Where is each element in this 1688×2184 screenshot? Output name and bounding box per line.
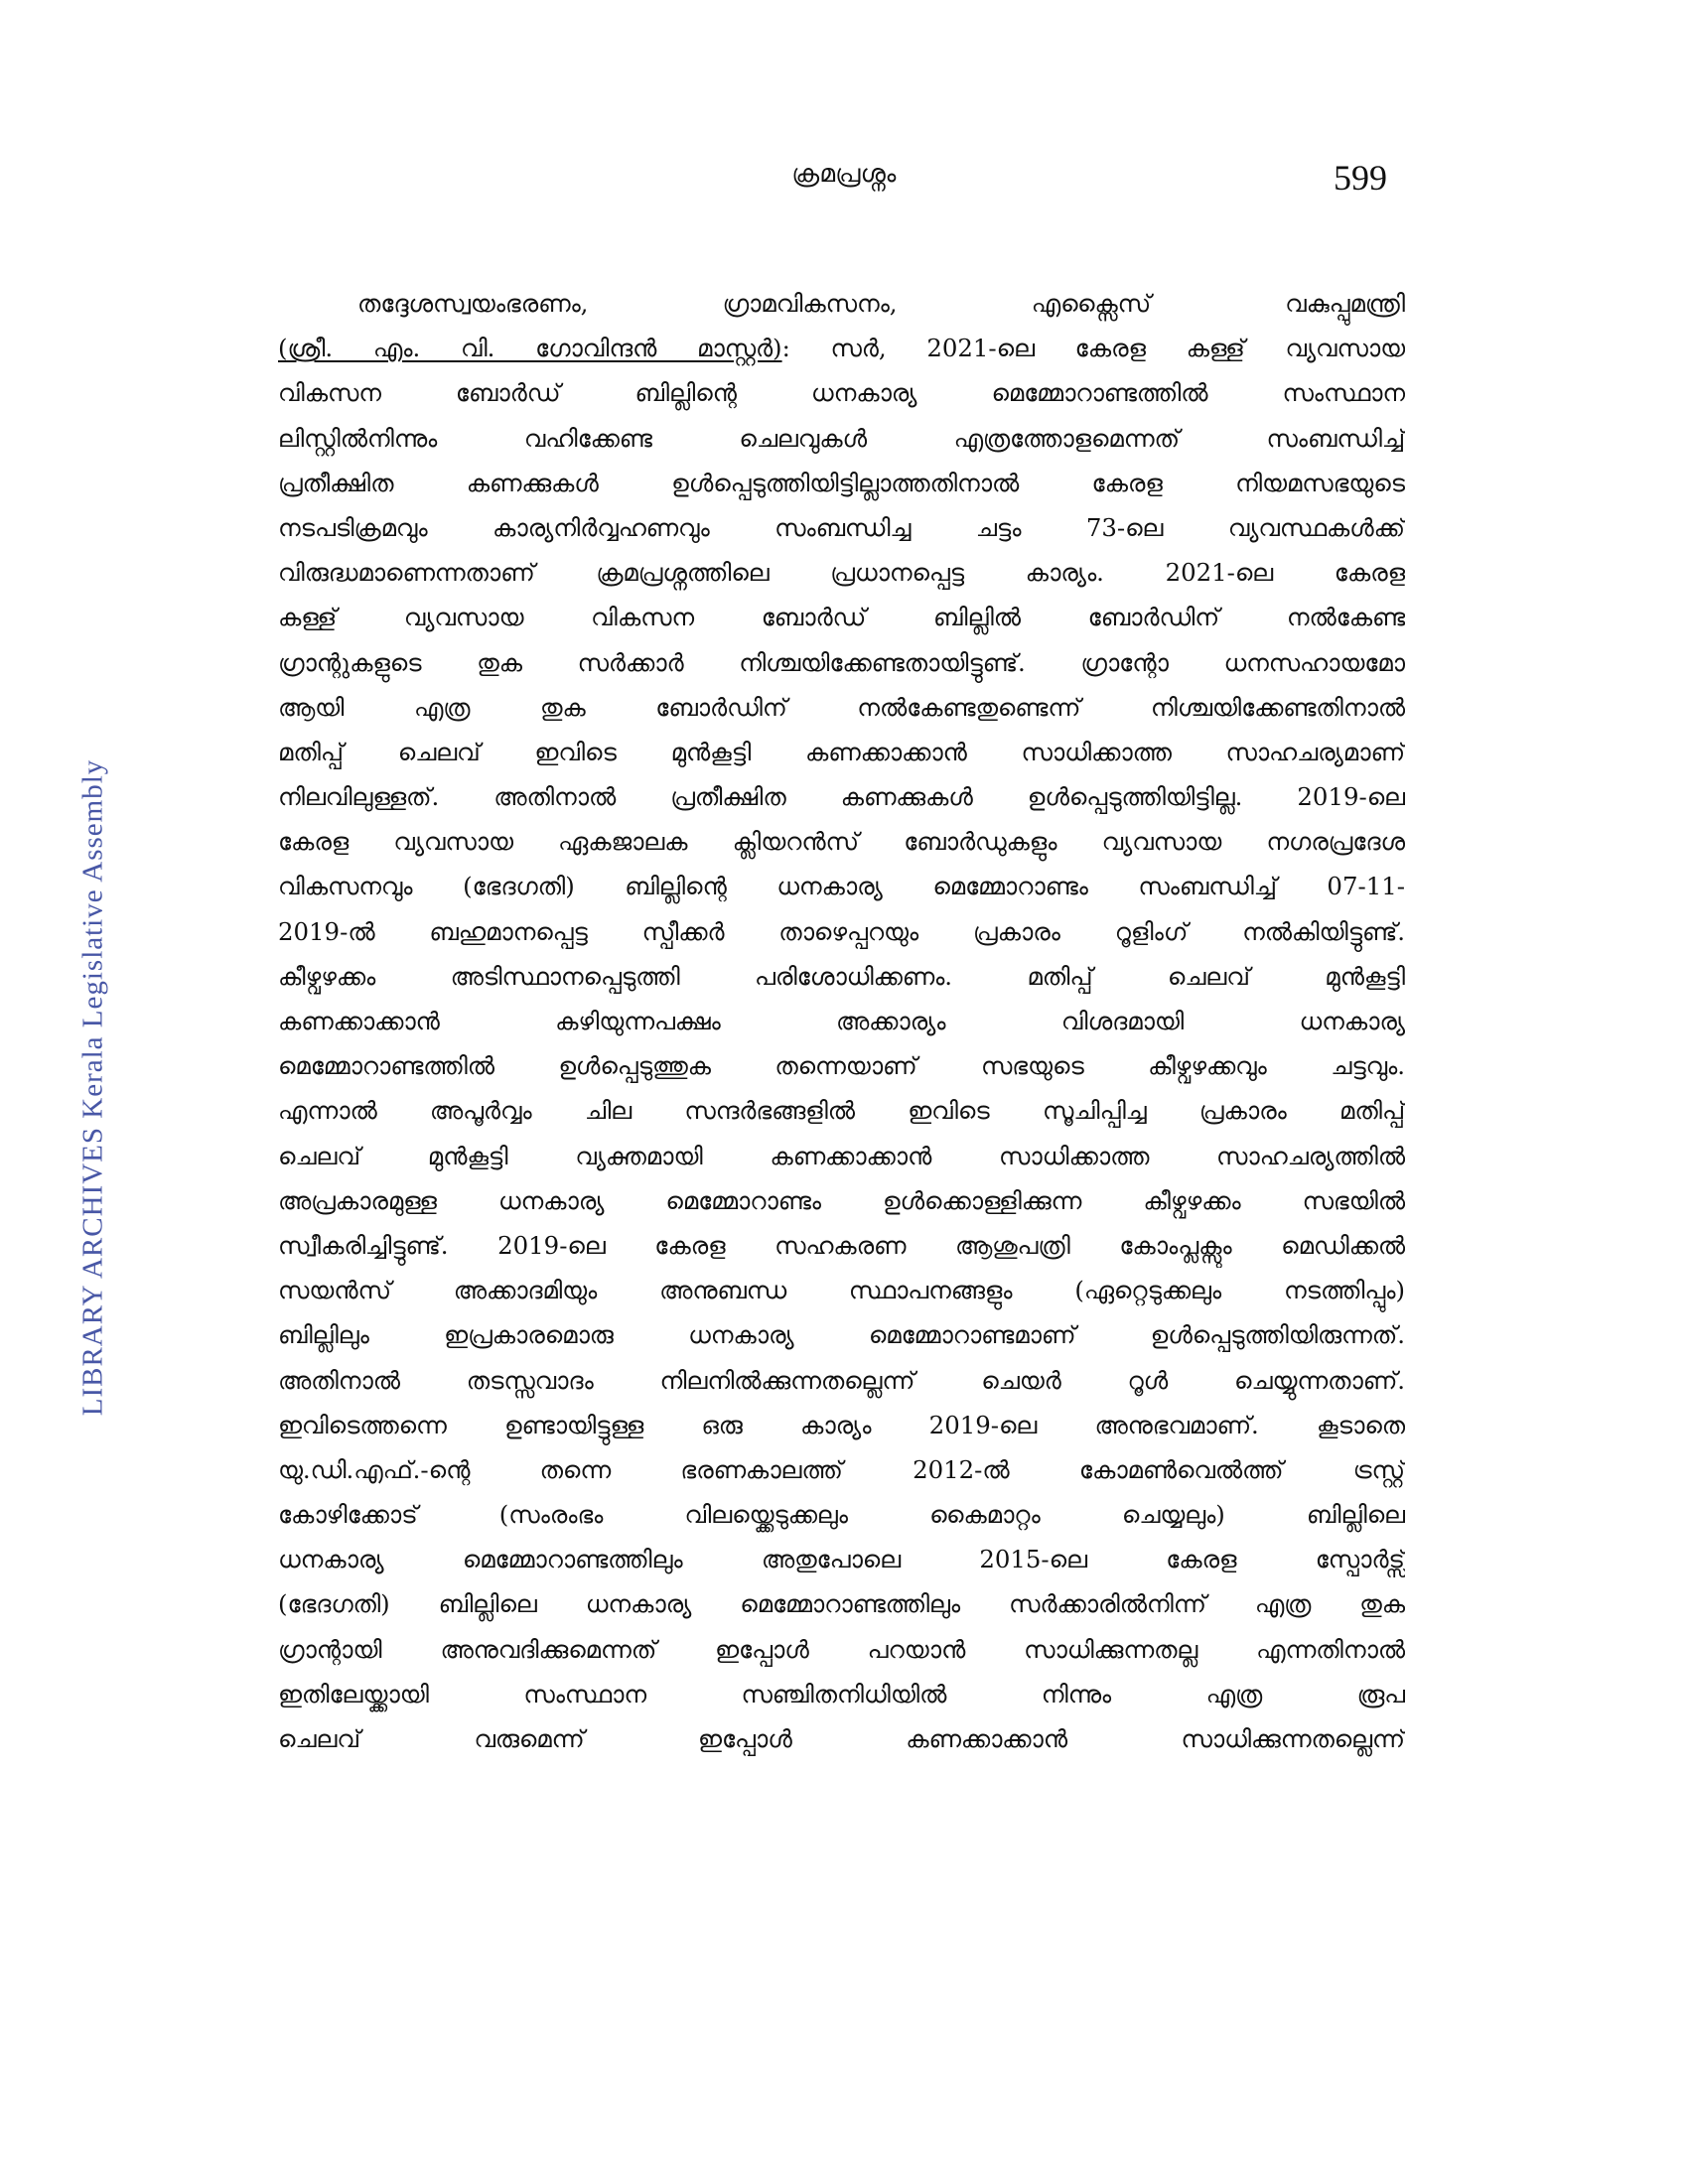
text-line: കണക്കാക്കാൻ കഴിയുന്നപക്ഷം അക്കാര്യം വിശദമായി ധനകാര്യ (278, 1007, 1405, 1035)
text-line: സയൻസ് അക്കാദമിയും അനുബന്ധ സ്ഥാപനങ്ങളും (ഏറ്റെടുക്കലും നടത്തിപ്പും) (278, 1276, 1405, 1305)
text-line: ഇതിലേയ്ക്കായി സംസ്ഥാന സഞ്ചിതനിധിയിൽ നിന്നും എത്ര രൂപ (278, 1679, 1405, 1708)
text-line: കള്ള് വ്യവസായ വികസന ബോർഡ് ബില്ലിൽ ബോർഡിന് നൽകേണ്ട (278, 603, 1405, 632)
text-line: തദ്ദേശസ്വയംഭരണം, ഗ്രാമവികസനം, എക്സൈസ് വകുപ്പുമന്ത്രി (357, 289, 1405, 318)
text-line: മതിപ്പ് ചെലവ് ഇവിടെ മുൻകൂട്ടി കണക്കാക്കാൻ സാധിക്കാത്ത സാഹചര്യമാണ് (278, 737, 1405, 766)
text-line: അതിനാൽ തടസ്സവാദം നിലനിൽക്കുന്നതല്ലെന്ന് ചെയർ റൂൾ ചെയ്യുന്നതാണ്. (278, 1365, 1405, 1395)
text-line: 2019-ൽ ബഹുമാനപ്പെട്ട സ്പീക്കർ താഴെപ്പറയും പ്രകാരം റൂളിംഗ് നൽകിയിട്ടുണ്ട്. (278, 916, 1405, 946)
running-head: ക്രമപ്രശ്നം (791, 159, 897, 188)
text-line: മെമ്മോറാണ്ടത്തിൽ ഉൾപ്പെടുത്തുക തന്നെയാണ് സഭയുടെ കീഴ്വഴക്കവും ചട്ടവും. (278, 1051, 1405, 1081)
text-line: കീഴ്വഴക്കം അടിസ്ഥാനപ്പെടുത്തി പരിശോധിക്കണം. മതിപ്പ് ചെലവ് മുൻകൂട്ടി (278, 961, 1405, 991)
text-line: ഗ്രാന്റായി അനുവദിക്കുമെന്നത് ഇപ്പോൾ പറയാൻ സാധിക്കുന്നതല്ല എന്നതിനാൽ (278, 1634, 1405, 1664)
watermark-text: LIBRARY ARCHIVES Kerala Legislative Assembly (76, 758, 109, 1416)
text-line: ധനകാര്യ മെമ്മോറാണ്ടത്തിലും അതുപോലെ 2015-ലെ കേരള സ്പോർട്സ് (278, 1545, 1405, 1574)
text-line: ചെലവ് വരുമെന്ന് ഇപ്പോൾ കണക്കാക്കാൻ സാധിക്കുന്നതല്ലെന്ന് (278, 1724, 1405, 1753)
text-line-rest: : സർ, 2021-ലെ കേരള കള്ള് വ്യവസായ (781, 334, 1405, 363)
text-line: ആയി എത്ര തുക ബോർഡിന് നൽകേണ്ടതുണ്ടെന്ന് നിശ്ചയിക്കേണ്ടതിനാൽ (278, 692, 1405, 722)
text-line: കേരള വ്യവസായ ഏകജാലക ക്ലിയറൻസ് ബോർഡുകളും വ്യവസായ നഗരപ്രദേശ (278, 827, 1405, 857)
text-line: വികസന ബോർഡ് ബില്ലിന്റെ ധനകാര്യ മെമ്മോറാണ്ടത്തിൽ സംസ്ഥാന (278, 378, 1405, 408)
page-number: 599 (1334, 158, 1387, 198)
text-line: എന്നാൽ അപൂർവ്വം ചില സന്ദർഭങ്ങളിൽ ഇവിടെ സൂചിപ്പിച്ച പ്രകാരം മതിപ്പ് (278, 1096, 1405, 1126)
text-line: നിലവിലുള്ളത്. അതിനാൽ പ്രതീക്ഷിത കണക്കുകൾ ഉൾപ്പെടുത്തിയിട്ടില്ല. 2019-ലെ (278, 782, 1405, 812)
text-line: അപ്രകാരമുള്ള ധനകാര്യ മെമ്മോറാണ്ടം ഉൾക്കൊള്ളിക്കുന്ന കീഴ്വഴക്കം സഭയിൽ (278, 1185, 1405, 1215)
text-line: പ്രതീക്ഷിത കണക്കുകൾ ഉൾപ്പെടുത്തിയിട്ടില്ലാത്തതിനാൽ കേരള നിയമസഭയുടെ (278, 468, 1405, 497)
text-line: ബില്ലിലും ഇപ്രകാരമൊരു ധനകാര്യ മെമ്മോറാണ്ടമാണ് ഉൾപ്പെടുത്തിയിരുന്നത്. (278, 1320, 1405, 1350)
text-line: (ഭേദഗതി) ബില്ലിലെ ധനകാര്യ മെമ്മോറാണ്ടത്തിലും സർക്കാരിൽനിന്ന് എത്ര തുക (278, 1589, 1405, 1619)
text-line: ഗ്രാന്റുകളുടെ തുക സർക്കാർ നിശ്ചയിക്കേണ്ടതായിട്ടുണ്ട്. ഗ്രാന്റോ ധനസഹായമോ (278, 647, 1405, 677)
archive-watermark (64, 720, 123, 1454)
speech-body (278, 281, 1405, 1761)
text-line: ചെലവ് മുൻകൂട്ടി വ്യക്തമായി കണക്കാക്കാൻ സാധിക്കാത്ത സാഹചര്യത്തിൽ (278, 1141, 1405, 1170)
text-line-with-speaker (278, 326, 1405, 370)
text-line: യു.ഡി.എഫ്.-ന്റെ തന്നെ ഭരണകാലത്ത് 2012-ൽ കോമൺവെൽത്ത് ട്രസ്റ്റ് (278, 1454, 1405, 1484)
text-line: സ്വീകരിച്ചിട്ടുണ്ട്. 2019-ലെ കേരള സഹകരണ ആശുപത്രി കോംപ്ലക്സും മെഡിക്കൽ (278, 1230, 1405, 1260)
text-line: നടപടിക്രമവും കാര്യനിർവ്വഹണവും സംബന്ധിച്ച ചട്ടം 73-ലെ വ്യവസ്ഥകൾക്ക് (278, 512, 1405, 542)
text-line: വികസനവും (ഭേദഗതി) ബില്ലിന്റെ ധനകാര്യ മെമ്മോറാണ്ടം സംബന്ധിച്ച് 07-11- (278, 872, 1405, 901)
text-line: വിരുദ്ധമാണെന്നതാണ് ക്രമപ്രശ്നത്തിലെ പ്രധാനപ്പെട്ട കാര്യം. 2021-ലെ കേരള (278, 558, 1405, 588)
speaker-name: (ശ്രീ. എം. വി. ഗോവിന്ദൻ മാസ്റ്റർ) (278, 334, 782, 363)
text-line: ഇവിടെത്തന്നെ ഉണ്ടായിട്ടുള്ള ഒരു കാര്യം 2019-ലെ അനുഭവമാണ്. കൂടാതെ (278, 1410, 1405, 1439)
text-line: കോഴിക്കോട് (സംരംഭം വിലയ്ക്കെടുക്കലും കൈമാറ്റം ചെയ്യലും) ബില്ലിലെ (278, 1500, 1405, 1530)
text-line: ലിസ്റ്റിൽനിന്നും വഹിക്കേണ്ട ചെലവുകൾ എത്രത്തോളമെന്നത് സംബന്ധിച്ച് (278, 423, 1405, 453)
